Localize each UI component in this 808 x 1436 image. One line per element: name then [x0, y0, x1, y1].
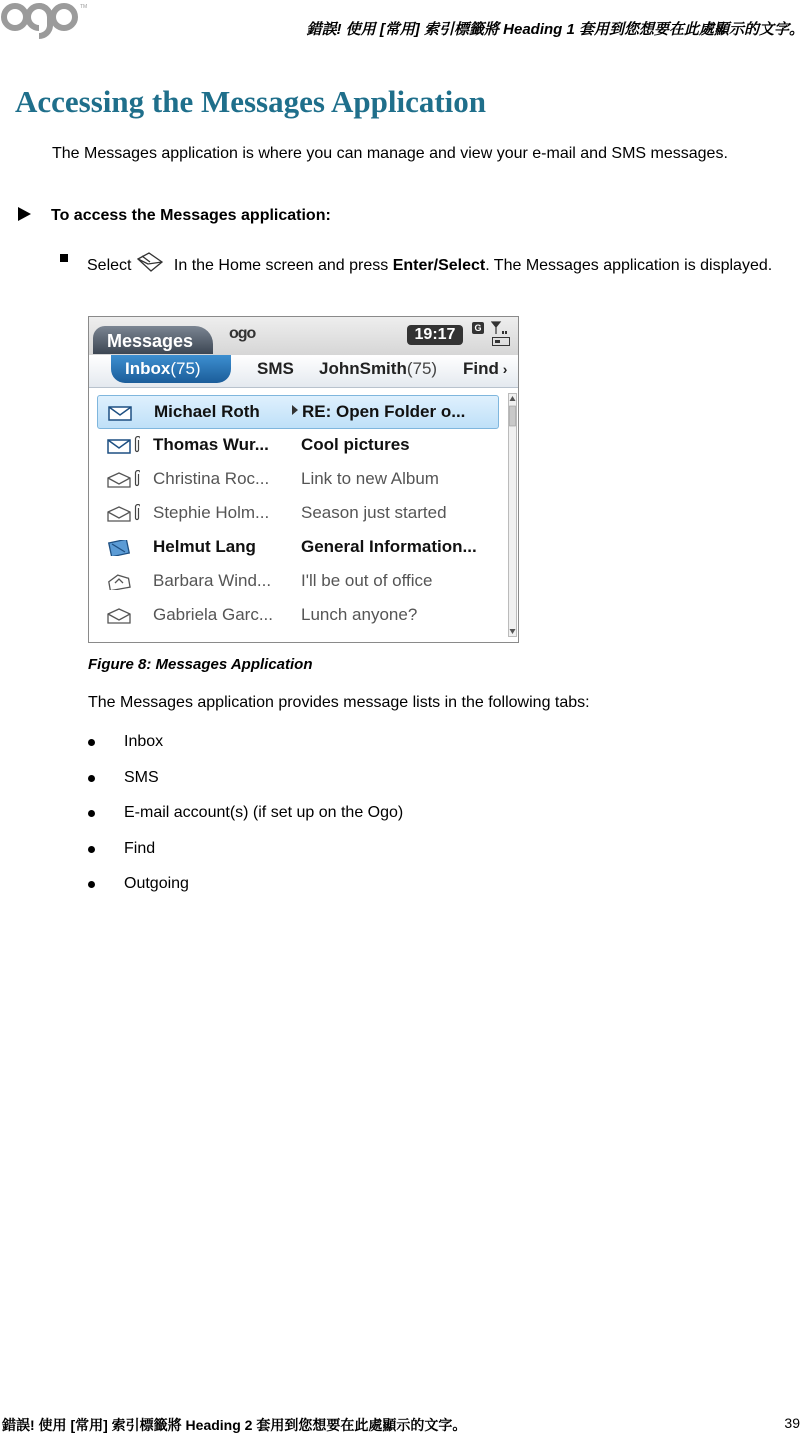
step-text-middle: In the Home screen and press: [173, 257, 389, 274]
network-badge: G: [472, 322, 484, 334]
step-key: Enter/Select: [392, 257, 486, 274]
caret-right-icon: [292, 405, 298, 415]
message-sender: Barbara Wind...: [153, 571, 272, 590]
paperclip-icon: [134, 436, 140, 454]
envelope-closed-icon: [108, 405, 132, 421]
triangle-bullet-icon: [18, 207, 31, 221]
list-item: Outgoing: [88, 872, 403, 908]
message-list: [89, 389, 518, 643]
tab-count: (75): [406, 359, 438, 378]
chevron-right-icon: ›: [498, 361, 508, 377]
message-sender: Christina Roc...: [153, 469, 270, 488]
message-sender: Thomas Wur...: [153, 435, 269, 454]
message-row[interactable]: [97, 599, 499, 633]
list-item: Inbox: [88, 730, 403, 766]
running-header: 錯誤! 使用 [常用] 索引標籤將 Heading 1 套用到您想要在此處顯示的文字。: [306, 21, 804, 38]
message-row[interactable]: [97, 565, 499, 599]
svg-text:TM: TM: [80, 4, 88, 10]
ogo-logo: [0, 0, 90, 40]
procedure-heading: [18, 207, 331, 225]
tab-label: Inbox: [125, 359, 171, 378]
list-item: E-mail account(s) (if set up on the Ogo): [88, 801, 403, 837]
tab-label: SMS: [257, 359, 294, 378]
scrollbar[interactable]: [508, 393, 517, 637]
list-item: SMS: [88, 766, 403, 802]
list-item: Find: [88, 837, 403, 873]
envelope-replied-icon: [107, 540, 131, 556]
message-row[interactable]: [97, 463, 499, 497]
bullet-icon: [88, 775, 95, 782]
signal-icon: [491, 321, 509, 335]
bullet-icon: [88, 810, 95, 817]
message-row[interactable]: [97, 531, 499, 565]
procedure-step: [87, 250, 808, 281]
intro-paragraph: The Messages application is where you can manage and view your e-mail and SMS messages.: [52, 145, 728, 162]
messages-screenshot: [88, 316, 519, 643]
paperclip-icon: [134, 504, 140, 522]
tab-inbox[interactable]: [111, 355, 231, 383]
tab-bar: [89, 355, 518, 388]
tab-count: (75): [170, 359, 201, 378]
square-bullet-icon: [60, 254, 68, 262]
app-title-tab: Messages: [93, 326, 213, 354]
message-subject: Link to new Album: [301, 469, 439, 488]
message-sender: Stephie Holm...: [153, 503, 270, 522]
message-row[interactable]: [97, 395, 499, 429]
clock: 19:17: [407, 325, 463, 345]
brand-logo: ogo: [229, 325, 256, 342]
envelope-open-icon: [107, 608, 131, 624]
page-number: 39: [784, 1415, 800, 1431]
battery-icon: [492, 337, 510, 346]
message-sender: Michael Roth: [154, 402, 260, 421]
message-row[interactable]: [97, 429, 499, 463]
procedure-heading-text: To access the Messages application:: [51, 207, 331, 224]
paperclip-icon: [134, 470, 140, 488]
envelope-read-replied-icon: [107, 574, 131, 590]
tab-list: [88, 730, 403, 908]
tab-find[interactable]: [463, 359, 507, 379]
message-subject: Lunch anyone?: [301, 605, 418, 624]
step-text-before: Select: [87, 257, 132, 274]
envelope-icon: [135, 250, 165, 274]
running-footer: 錯誤! 使用 [常用] 索引標籤將 Heading 2 套用到您想要在此處顯示的文字。: [2, 1417, 467, 1433]
tabs-intro: The Messages application provides message lists in the following tabs:: [88, 694, 590, 711]
tab-label: Find: [463, 359, 499, 378]
message-subject: Cool pictures: [301, 435, 410, 454]
message-subject: Season just started: [301, 503, 447, 522]
section-title: Accessing the Messages Application: [15, 84, 487, 119]
tab-sms[interactable]: [257, 359, 294, 379]
tab-account[interactable]: [319, 359, 437, 379]
step-text-after: . The Messages application is displayed.: [485, 257, 773, 274]
message-subject: RE: Open Folder o...: [302, 402, 466, 421]
message-sender: Gabriela Garc...: [153, 605, 273, 624]
tab-label: JohnSmith: [319, 359, 407, 378]
envelope-open-icon: [107, 506, 131, 522]
bullet-icon: [88, 846, 95, 853]
envelope-open-icon: [107, 472, 131, 488]
bullet-icon: [88, 739, 95, 746]
bullet-icon: [88, 881, 95, 888]
message-subject: General Information...: [301, 537, 477, 556]
envelope-closed-icon: [107, 438, 131, 454]
message-sender: Helmut Lang: [153, 537, 256, 556]
message-subject: I'll be out of office: [301, 571, 433, 590]
figure-caption: Figure 8: Messages Application: [88, 656, 313, 673]
message-row[interactable]: [97, 497, 499, 531]
